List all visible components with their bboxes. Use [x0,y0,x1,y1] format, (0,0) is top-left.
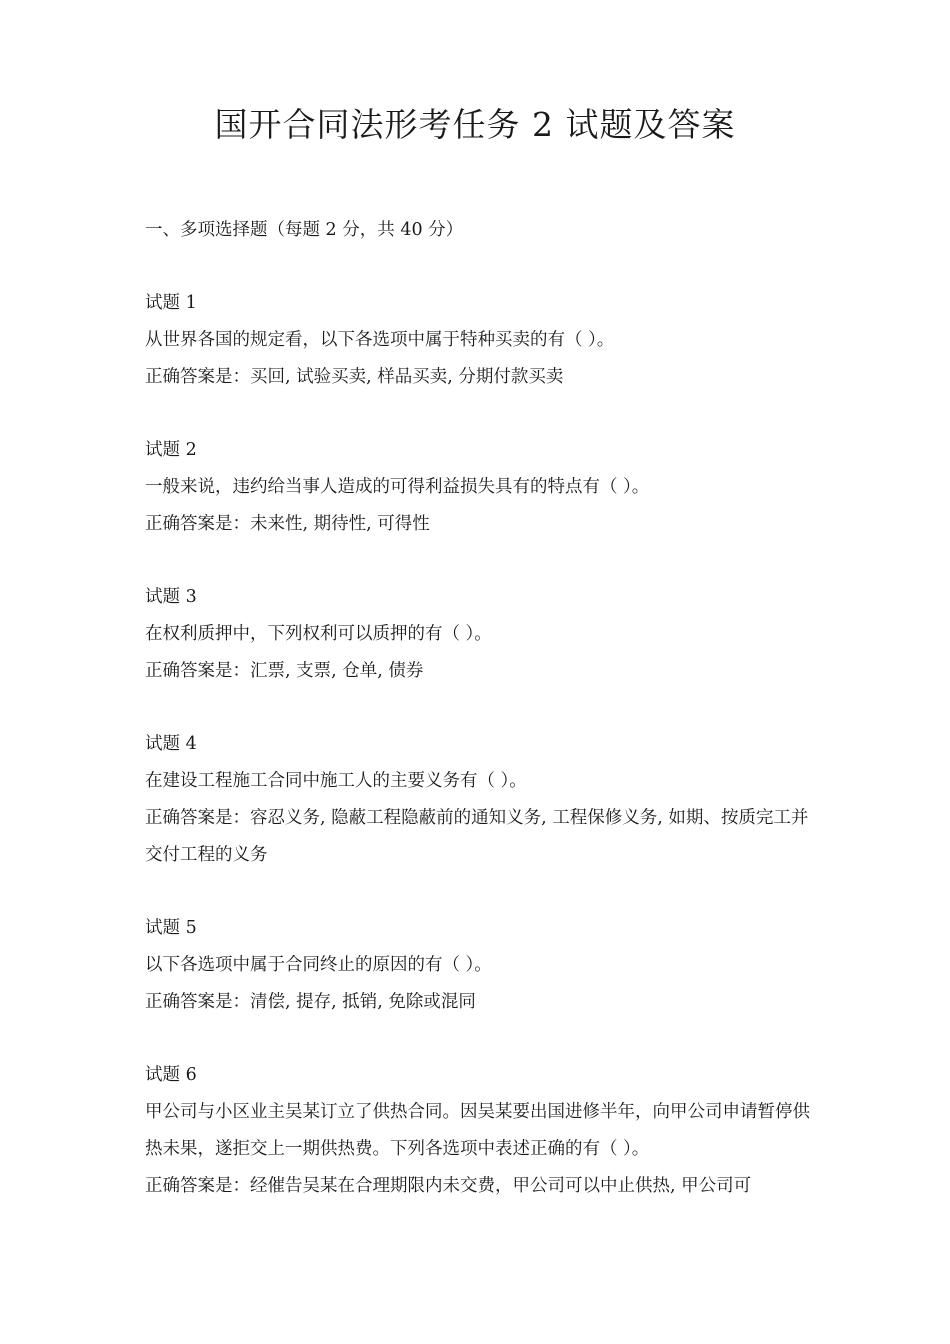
document-body [145,212,810,1241]
question-label: 试题 2 [145,440,197,460]
question-label: 试题 6 [145,1065,197,1085]
question-6 [145,1057,810,1205]
section-heading: 一、多项选择题（每题 2 分，共 40 分） [145,220,464,240]
question-answer: 正确答案是：未来性, 期待性, 可得性 [145,514,430,534]
question-answer: 正确答案是：汇票, 支票, 仓单, 债券 [145,661,424,681]
question-1 [145,285,810,396]
document-title: 国开合同法形考任务 2 试题及答案 [214,105,736,144]
question-answer: 正确答案是：容忍义务, 隐蔽工程隐蔽前的通知义务, 工程保修义务, 如期、按质完工并交付工程的义务 [145,808,809,865]
question-label: 试题 4 [145,734,197,754]
question-label: 试题 5 [145,918,197,938]
question-text: 以下各选项中属于合同终止的原因的有（ ）。 [145,955,492,975]
question-2 [145,432,810,543]
question-text: 从世界各国的规定看，以下各选项中属于特种买卖的有（ ）。 [145,330,615,350]
question-5 [145,910,810,1021]
question-answer: 正确答案是：买回, 试验买卖, 样品买卖, 分期付款买卖 [145,367,564,387]
question-4 [145,726,810,874]
question-answer: 正确答案是：清偿, 提存, 抵销, 免除或混同 [145,992,476,1012]
question-answer: 正确答案是：经催告吴某在合理期限内未交费，甲公司可以中止供热, 甲公司可 [145,1176,752,1196]
question-text: 在建设工程施工合同中施工人的主要义务有（ ）。 [145,771,527,791]
question-label: 试题 1 [145,293,197,313]
question-text: 甲公司与小区业主吴某订立了供热合同。因吴某要出国进修半年，向甲公司申请暂停供热未果，遂拒交上一期供热费。下列各选项中表述正确的有（ ）。 [145,1102,810,1159]
question-text: 一般来说，违约给当事人造成的可得利益损失具有的特点有（ ）。 [145,477,650,497]
question-label: 试题 3 [145,587,197,607]
question-text: 在权利质押中，下列权利可以质押的有（ ）。 [145,624,492,644]
question-3 [145,579,810,690]
